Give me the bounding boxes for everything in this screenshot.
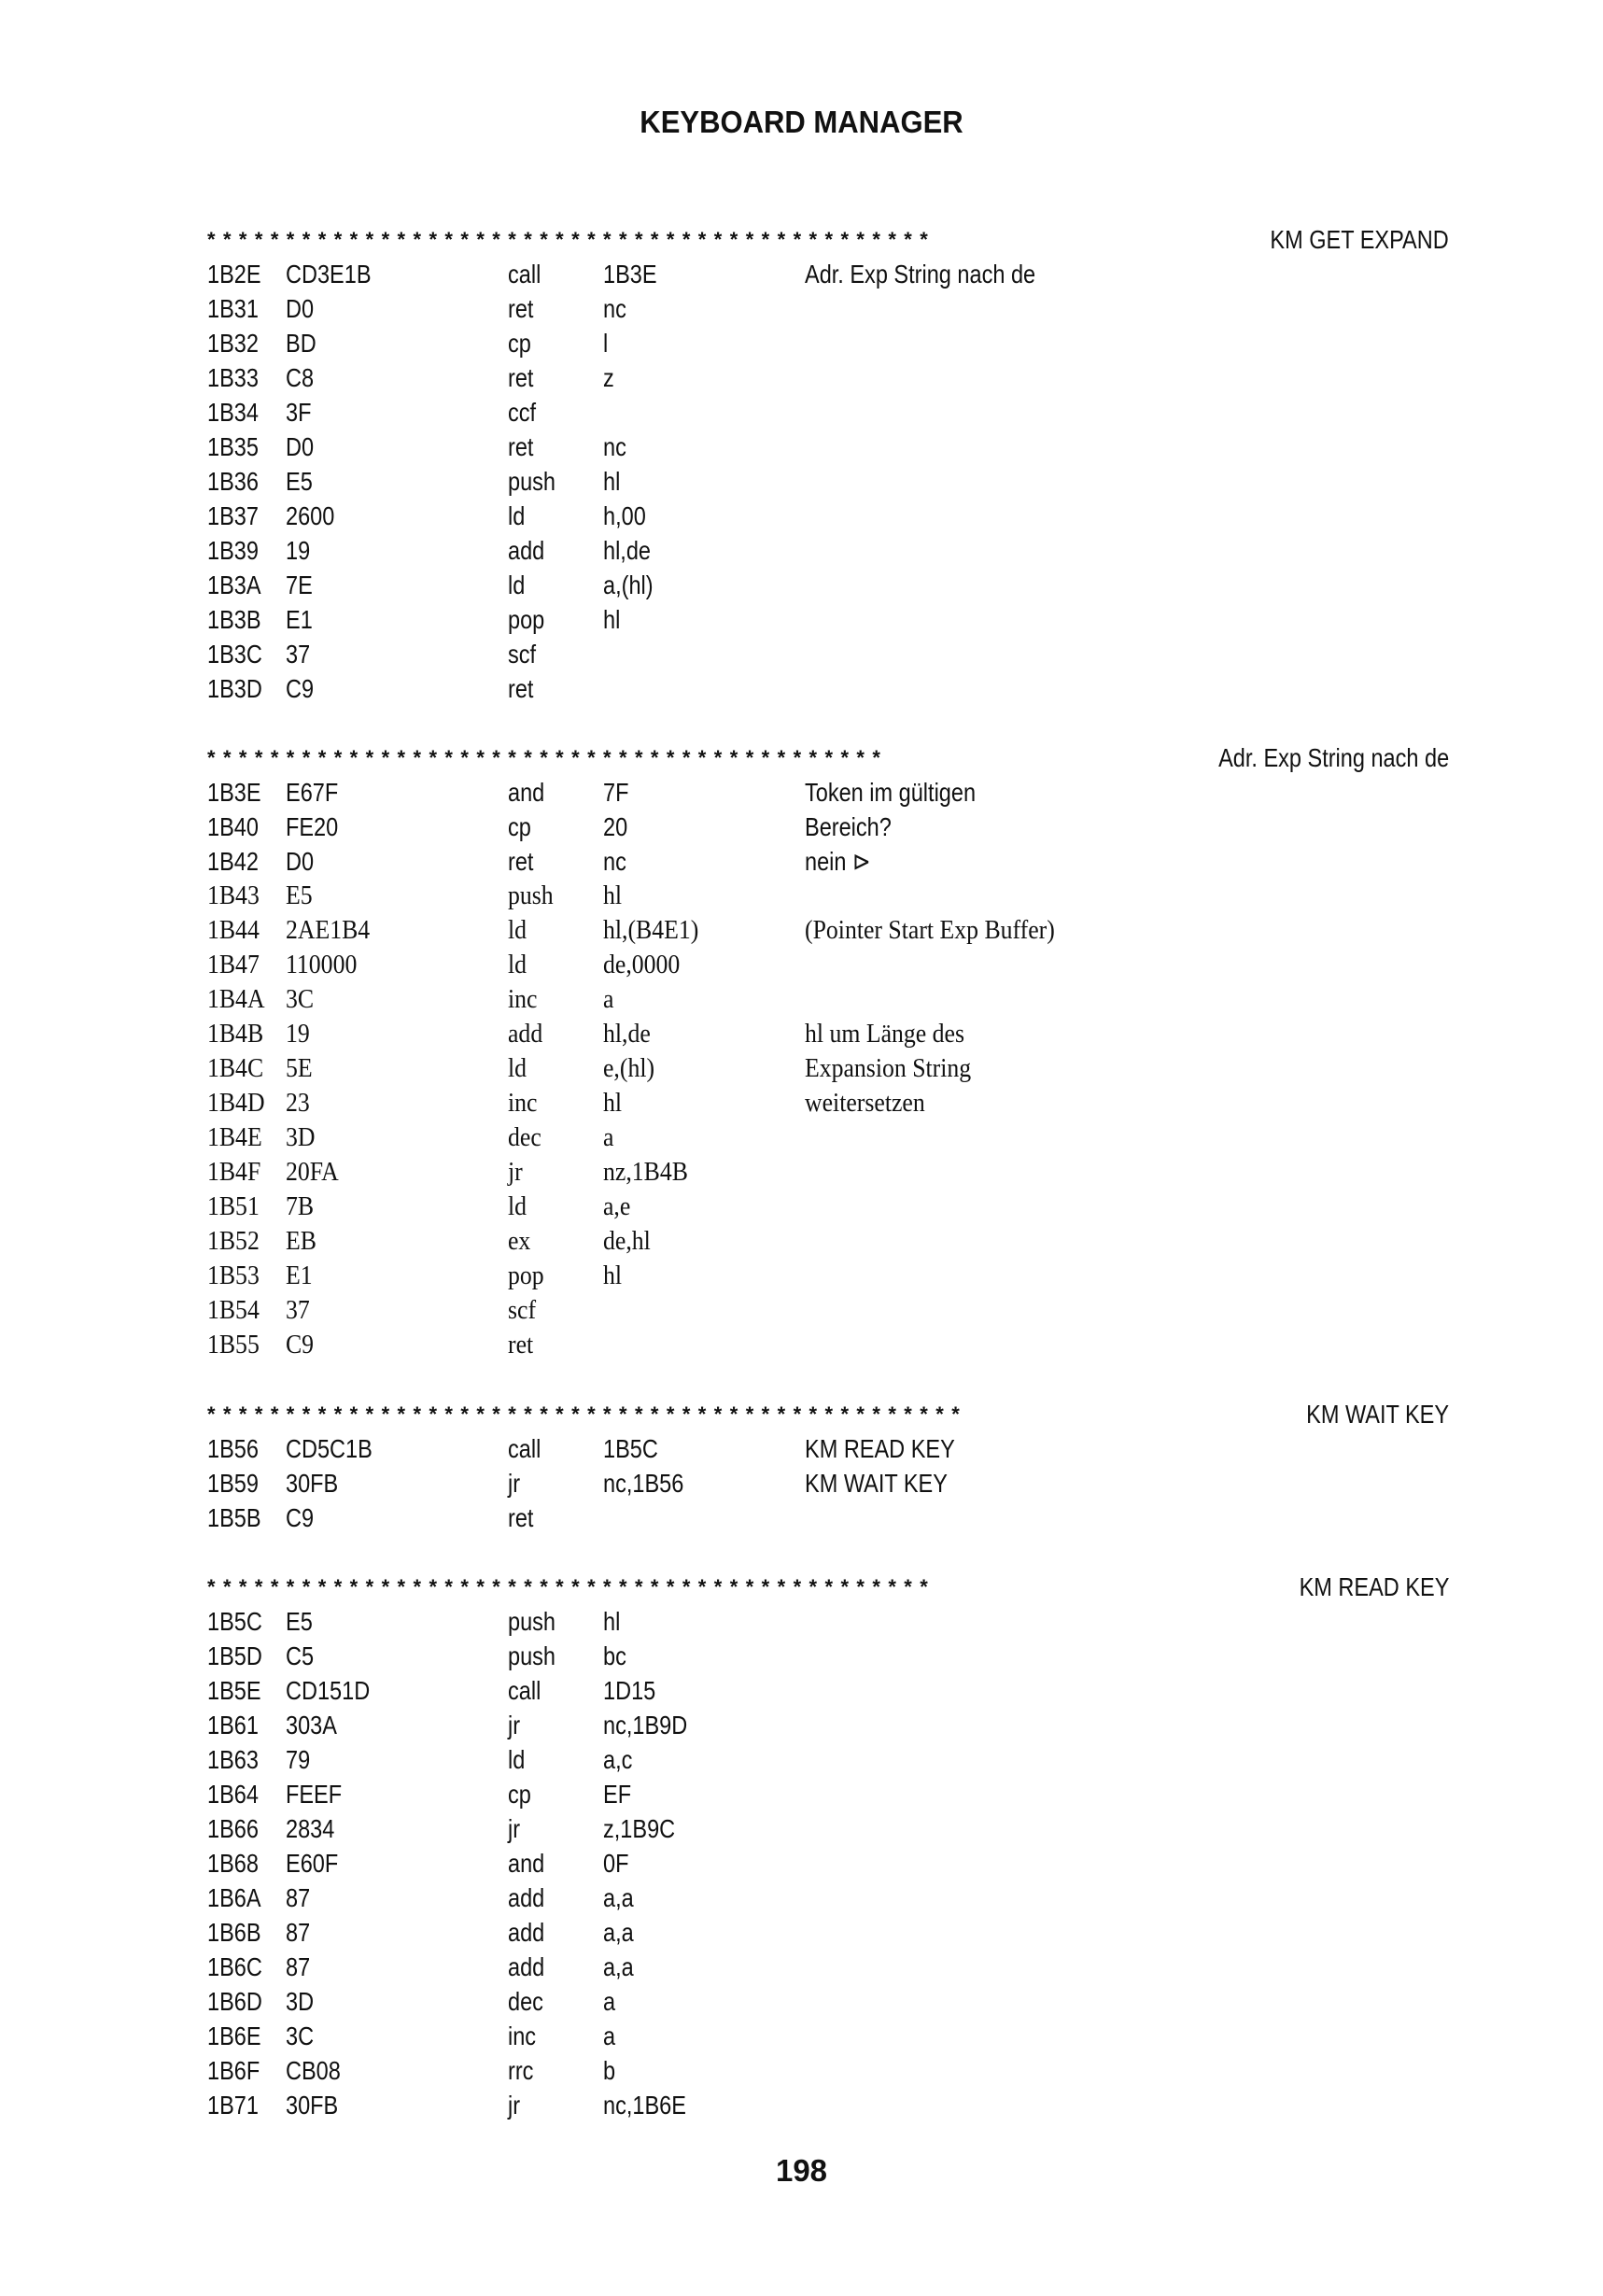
address: 1B42 (207, 847, 259, 876)
operands: hl (603, 605, 621, 634)
comment: nein ⊳ (805, 847, 871, 876)
address: 1B6F (207, 2056, 260, 2085)
address: 1B4F (207, 1158, 261, 1187)
code-line (207, 326, 1449, 360)
mnemonic: ex (508, 1227, 531, 1256)
opcode-bytes: FE20 (286, 812, 339, 841)
comment: Bereich? (805, 812, 892, 841)
mnemonic: scf (508, 1296, 537, 1325)
comment: KM READ KEY (805, 1434, 955, 1463)
operands: nc,1B6E (603, 2091, 686, 2120)
code-line (207, 1639, 1449, 1673)
mnemonic: push (508, 1607, 556, 1636)
address: 1B47 (207, 951, 260, 979)
operands: l (603, 329, 609, 358)
opcode-bytes: E67F (286, 778, 339, 807)
address: 1B55 (207, 1331, 260, 1359)
section-separator (207, 1397, 1449, 1431)
opcode-bytes: 87 (286, 1883, 311, 1912)
comment: Token im gültigen (805, 778, 977, 807)
mnemonic: pop (508, 1261, 544, 1290)
section-label: KM WAIT KEY (1306, 1400, 1449, 1429)
address: 1B2E (207, 260, 261, 289)
section-label: KM GET EXPAND (1270, 225, 1449, 254)
opcode-bytes: E5 (286, 467, 313, 496)
address: 1B59 (207, 1469, 259, 1498)
mnemonic: ld (508, 1192, 527, 1221)
opcode-bytes: E5 (286, 881, 313, 910)
operands: z,1B9C (603, 1814, 676, 1843)
mnemonic: ld (508, 916, 527, 945)
code-line (207, 1086, 1449, 1120)
mnemonic: cp (508, 812, 531, 841)
operands: de,hl (603, 1227, 651, 1256)
address: 1B52 (207, 1227, 260, 1256)
operands: de,0000 (603, 951, 681, 979)
address: 1B4C (207, 1054, 264, 1083)
operands: a (603, 985, 614, 1014)
code-line (207, 1051, 1449, 1086)
operands: hl (603, 1261, 623, 1290)
opcode-bytes: 3F (286, 398, 312, 427)
code-line (207, 1328, 1449, 1362)
operands: a,a (603, 1952, 634, 1981)
address: 1B71 (207, 2091, 259, 2120)
operands: hl (603, 467, 621, 496)
code-line (207, 948, 1449, 982)
code-line (207, 395, 1449, 430)
opcode-bytes: E1 (286, 605, 313, 634)
operands: EF (603, 1780, 632, 1809)
mnemonic: ret (508, 674, 534, 703)
address: 1B4A (207, 985, 265, 1014)
opcode-bytes: C8 (286, 363, 315, 392)
code-line (207, 913, 1449, 948)
operands: nz,1B4B (603, 1158, 688, 1187)
opcode-bytes: 110000 (286, 951, 358, 979)
mnemonic: ret (508, 432, 534, 461)
operands: 1D15 (603, 1676, 656, 1705)
opcode-bytes: 37 (286, 640, 311, 669)
opcode-bytes: FEEF (286, 1780, 343, 1809)
address: 1B40 (207, 812, 259, 841)
operands: 0F (603, 1849, 629, 1878)
address: 1B54 (207, 1296, 260, 1325)
address: 1B6D (207, 1987, 262, 2016)
mnemonic: inc (508, 985, 538, 1014)
code-line (207, 2053, 1449, 2088)
opcode-bytes: CD5C1B (286, 1434, 373, 1463)
code-line (207, 982, 1449, 1017)
address: 1B56 (207, 1434, 259, 1463)
mnemonic: add (508, 1883, 545, 1912)
asterisk-rule: ********************************************** (207, 1575, 936, 1599)
code-line (207, 810, 1449, 844)
comment: (Pointer Start Exp Buffer) (805, 916, 1055, 945)
code-line (207, 602, 1449, 637)
code-line (207, 1017, 1449, 1051)
code-line (207, 1293, 1449, 1328)
mnemonic: add (508, 1020, 543, 1049)
address: 1B39 (207, 536, 259, 565)
opcode-bytes: 30FB (286, 1469, 339, 1498)
code-line (207, 1500, 1449, 1535)
address: 1B4E (207, 1123, 262, 1152)
address: 1B5E (207, 1676, 261, 1705)
code-line (207, 1708, 1449, 1742)
operands: hl,de (603, 536, 652, 565)
opcode-bytes: C9 (286, 1331, 315, 1359)
operands: nc (603, 432, 626, 461)
code-line (207, 257, 1449, 291)
opcode-bytes: E1 (286, 1261, 313, 1290)
code-line (207, 360, 1449, 395)
opcode-bytes: 2AE1B4 (286, 916, 371, 945)
mnemonic: ret (508, 1503, 534, 1532)
code-line (207, 1846, 1449, 1880)
code-line (207, 1224, 1449, 1259)
opcode-bytes: 20FA (286, 1158, 339, 1187)
operands: bc (603, 1641, 626, 1670)
address: 1B4D (207, 1089, 265, 1118)
address: 1B3C (207, 640, 262, 669)
code-line (207, 1950, 1449, 1984)
mnemonic: jr (508, 1711, 521, 1740)
mnemonic: jr (508, 1158, 523, 1187)
mnemonic: scf (508, 640, 537, 669)
code-line (207, 844, 1449, 879)
opcode-bytes: D0 (286, 847, 315, 876)
code-line (207, 879, 1449, 913)
operands: hl (603, 881, 623, 910)
opcode-bytes: CD3E1B (286, 260, 372, 289)
listing-section (207, 740, 1449, 1362)
opcode-bytes: 87 (286, 1918, 311, 1947)
mnemonic: dec (508, 1123, 541, 1152)
operands: e,(hl) (603, 1054, 655, 1083)
code-line (207, 637, 1449, 671)
operands: hl,de (603, 1020, 651, 1049)
section-label: KM READ KEY (1299, 1572, 1449, 1601)
code-line (207, 1777, 1449, 1811)
mnemonic: pop (508, 605, 545, 634)
operands: nc,1B56 (603, 1469, 684, 1498)
code-line (207, 464, 1449, 499)
mnemonic: call (508, 1434, 541, 1463)
code-line (207, 1742, 1449, 1777)
asterisk-rule: ************************************************ (207, 1402, 968, 1426)
opcode-bytes: C5 (286, 1641, 315, 1670)
address: 1B68 (207, 1849, 259, 1878)
mnemonic: ccf (508, 398, 537, 427)
operands: nc (603, 294, 626, 323)
mnemonic: ld (508, 1745, 526, 1774)
section-separator (207, 222, 1449, 257)
mnemonic: cp (508, 329, 531, 358)
code-line (207, 1190, 1449, 1224)
opcode-bytes: 2600 (286, 501, 335, 530)
code-line (207, 1431, 1449, 1466)
mnemonic: push (508, 467, 556, 496)
code-line (207, 1259, 1449, 1293)
mnemonic: jr (508, 1469, 521, 1498)
code-line (207, 1466, 1449, 1500)
code-line (207, 1880, 1449, 1915)
mnemonic: rrc (508, 2056, 534, 2085)
address: 1B35 (207, 432, 259, 461)
mnemonic: call (508, 1676, 541, 1705)
address: 1B61 (207, 1711, 259, 1740)
mnemonic: inc (508, 1089, 538, 1118)
mnemonic: cp (508, 1780, 531, 1809)
address: 1B6B (207, 1918, 261, 1947)
address: 1B63 (207, 1745, 259, 1774)
operands: a,a (603, 1918, 634, 1947)
code-line (207, 775, 1449, 810)
address: 1B5C (207, 1607, 262, 1636)
comment: KM WAIT KEY (805, 1469, 948, 1498)
opcode-bytes: D0 (286, 294, 315, 323)
operands: 1B3E (603, 260, 657, 289)
operands: nc (603, 847, 626, 876)
address: 1B66 (207, 1814, 259, 1843)
operands: hl (603, 1607, 621, 1636)
opcode-bytes: C9 (286, 1503, 315, 1532)
code-line (207, 533, 1449, 568)
listing-section (207, 1397, 1449, 1535)
opcode-bytes: CB08 (286, 2056, 341, 2085)
address: 1B6C (207, 1952, 262, 1981)
code-line (207, 1811, 1449, 1846)
address: 1B37 (207, 501, 259, 530)
opcode-bytes: E60F (286, 1849, 339, 1878)
mnemonic: ret (508, 294, 534, 323)
page-title: KEYBOARD MANAGER (640, 105, 963, 139)
opcode-bytes: 3C (286, 2021, 315, 2050)
address: 1B51 (207, 1192, 260, 1221)
asterisk-rule: ********************************************** (207, 228, 936, 251)
address: 1B43 (207, 881, 260, 910)
address: 1B33 (207, 363, 259, 392)
mnemonic: ret (508, 1331, 534, 1359)
opcode-bytes: 2834 (286, 1814, 335, 1843)
section-separator (207, 1570, 1449, 1604)
assembly-listing (207, 222, 1449, 2157)
listing-section (207, 222, 1449, 706)
address: 1B3E (207, 778, 261, 807)
opcode-bytes: 3D (286, 1987, 315, 2016)
mnemonic: ld (508, 570, 526, 599)
address: 1B36 (207, 467, 259, 496)
operands: z (603, 363, 614, 392)
mnemonic: ld (508, 501, 526, 530)
opcode-bytes: 79 (286, 1745, 311, 1774)
mnemonic: ret (508, 363, 534, 392)
opcode-bytes: EB (286, 1227, 316, 1256)
opcode-bytes: 19 (286, 536, 311, 565)
page-number: 198 (775, 2153, 828, 2188)
operands: a,(hl) (603, 570, 654, 599)
asterisk-rule: ******************************************* (207, 746, 889, 769)
code-line (207, 1673, 1449, 1708)
opcode-bytes: D0 (286, 432, 315, 461)
mnemonic: jr (508, 2091, 521, 2120)
operands: 7F (603, 778, 629, 807)
address: 1B3B (207, 605, 261, 634)
address: 1B64 (207, 1780, 259, 1809)
opcode-bytes: 19 (286, 1020, 310, 1049)
operands: b (603, 2056, 616, 2085)
operands: a (603, 2021, 616, 2050)
address: 1B4B (207, 1020, 264, 1049)
code-line (207, 568, 1449, 602)
address: 1B32 (207, 329, 259, 358)
mnemonic: ret (508, 847, 534, 876)
opcode-bytes: C9 (286, 674, 315, 703)
operands: hl,(B4E1) (603, 916, 699, 945)
section-label: Adr. Exp String nach de (1217, 743, 1449, 772)
code-line (207, 291, 1449, 326)
code-line (207, 1915, 1449, 1950)
opcode-bytes: 23 (286, 1089, 310, 1118)
opcode-bytes: 5E (286, 1054, 313, 1083)
comment: hl um Länge des (805, 1020, 964, 1049)
code-line (207, 1984, 1449, 2019)
mnemonic: call (508, 260, 541, 289)
listing-section (207, 1570, 1449, 2122)
operands: a,e (603, 1192, 631, 1221)
mnemonic: add (508, 1952, 545, 1981)
mnemonic: ld (508, 951, 527, 979)
opcode-bytes: BD (286, 329, 316, 358)
code-line (207, 1155, 1449, 1190)
mnemonic: add (508, 536, 545, 565)
mnemonic: push (508, 1641, 556, 1670)
operands: a (603, 1987, 616, 2016)
code-line (207, 2019, 1449, 2053)
code-line (207, 671, 1449, 706)
mnemonic: and (508, 1849, 545, 1878)
code-line (207, 499, 1449, 533)
operands: a,a (603, 1883, 634, 1912)
address: 1B3D (207, 674, 262, 703)
mnemonic: jr (508, 1814, 521, 1843)
code-line (207, 1604, 1449, 1639)
mnemonic: ld (508, 1054, 527, 1083)
operands: a (603, 1123, 614, 1152)
address: 1B6A (207, 1883, 261, 1912)
operands: hl (603, 1089, 623, 1118)
opcode-bytes: 7E (286, 570, 313, 599)
opcode-bytes: 7B (286, 1192, 315, 1221)
address: 1B31 (207, 294, 259, 323)
code-line (207, 430, 1449, 464)
operands: nc,1B9D (603, 1711, 688, 1740)
mnemonic: inc (508, 2021, 537, 2050)
address: 1B44 (207, 916, 260, 945)
operands: a,c (603, 1745, 633, 1774)
mnemonic: add (508, 1918, 545, 1947)
opcode-bytes: E5 (286, 1607, 313, 1636)
address: 1B5D (207, 1641, 262, 1670)
address: 1B6E (207, 2021, 261, 2050)
address: 1B53 (207, 1261, 260, 1290)
address: 1B5B (207, 1503, 261, 1532)
comment: weitersetzen (805, 1089, 925, 1118)
code-line (207, 2088, 1449, 2122)
operands: 20 (603, 812, 628, 841)
opcode-bytes: 37 (286, 1296, 310, 1325)
address: 1B34 (207, 398, 259, 427)
opcode-bytes: CD151D (286, 1676, 371, 1705)
section-separator (207, 740, 1449, 775)
mnemonic: push (508, 881, 554, 910)
opcode-bytes: 87 (286, 1952, 311, 1981)
comment: Adr. Exp String nach de (805, 260, 1036, 289)
code-line (207, 1120, 1449, 1155)
opcode-bytes: 3C (286, 985, 315, 1014)
opcode-bytes: 30FB (286, 2091, 339, 2120)
operands: h,00 (603, 501, 646, 530)
opcode-bytes: 3D (286, 1123, 316, 1152)
opcode-bytes: 303A (286, 1711, 337, 1740)
operands: 1B5C (603, 1434, 658, 1463)
comment: Expansion String (805, 1054, 972, 1083)
mnemonic: and (508, 778, 545, 807)
mnemonic: dec (508, 1987, 543, 2016)
address: 1B3A (207, 570, 261, 599)
